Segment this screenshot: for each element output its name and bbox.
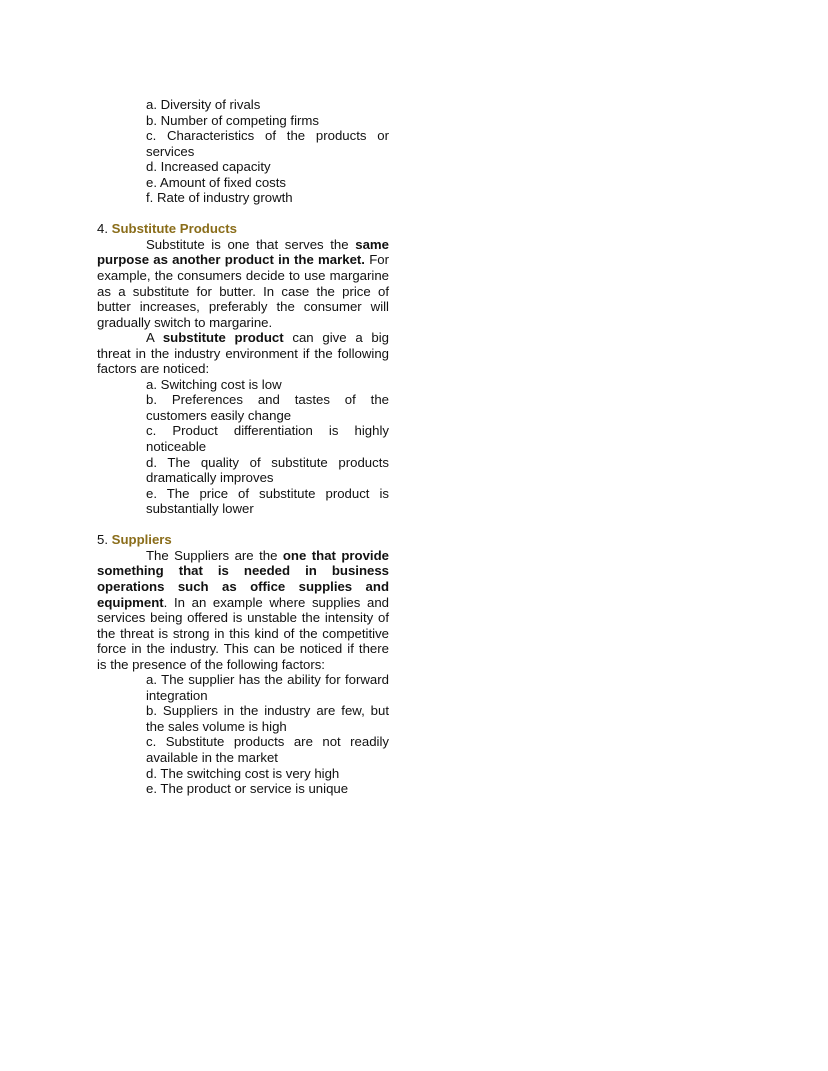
paragraph-bold-text: substitute product bbox=[162, 330, 284, 346]
section-title: Suppliers bbox=[111, 532, 172, 548]
paragraph-bold-text: same purpose as another product in the market. bbox=[97, 236, 389, 268]
paragraph-text: . In an example where supplies and services being offered is unstable the intensity of the threat is strong in this kind of the competitive force in the industry. This can be noticed if there is the presence of the following factors: bbox=[97, 594, 389, 672]
list-item: a. The supplier has the ability for forward integration bbox=[146, 672, 389, 703]
section-title: Substitute Products bbox=[111, 221, 237, 237]
list-item: e. Amount of fixed costs bbox=[146, 174, 287, 190]
section-heading-substitute-products bbox=[97, 221, 389, 237]
list-item: a. Diversity of rivals bbox=[146, 97, 261, 112]
paragraph-text: A bbox=[146, 330, 163, 346]
section-number: 5. bbox=[97, 532, 108, 548]
paragraph-text: Substitute is one that serves the bbox=[146, 236, 356, 252]
list-item: d. The quality of substitute products dramatically improves bbox=[146, 454, 389, 486]
spacer bbox=[97, 206, 389, 222]
list-item: c. Substitute products are not readily available in the market bbox=[146, 734, 389, 765]
list-item: d. Increased capacity bbox=[146, 159, 271, 175]
section-heading-suppliers bbox=[97, 532, 389, 548]
list-item: d. The switching cost is very high bbox=[146, 765, 340, 781]
paragraph-text: For example, the consumers decide to use margarine as a substitute for butter. In case the price of butter increases, preferably the consumer will gradually switch to margarine. bbox=[97, 252, 390, 330]
supplier-factors-list bbox=[97, 672, 389, 796]
list-item: c. Product differentiation is highly noticeable bbox=[146, 423, 389, 455]
paragraph-bold-text: one that provide something that is needed in business operations such as office supplies and equipment bbox=[97, 547, 389, 610]
list-item: c. Characteristics of the products or services bbox=[146, 128, 389, 159]
list-item: f. Rate of industry growth bbox=[146, 190, 293, 206]
list-item: b. Number of competing firms bbox=[146, 112, 319, 128]
suppliers-definition-paragraph bbox=[97, 548, 389, 672]
list-item: b. Suppliers in the industry are few, but the sales volume is high bbox=[146, 703, 389, 734]
substitute-threat-paragraph bbox=[97, 330, 389, 377]
paragraph-text: can give a big threat in the industry environment if the following factors are noticed: bbox=[97, 330, 389, 377]
rivalry-factors-list bbox=[97, 97, 389, 206]
list-item: b. Preferences and tastes of the customers easily change bbox=[146, 392, 389, 423]
list-item: e. The price of substitute product is substantially lower bbox=[146, 485, 389, 517]
substitute-factors-list bbox=[97, 377, 389, 517]
document-page bbox=[97, 97, 389, 797]
list-item: e. The product or service is unique bbox=[146, 781, 349, 797]
list-item: a. Switching cost is low bbox=[146, 376, 282, 392]
substitute-definition-paragraph bbox=[97, 237, 389, 330]
section-number: 4. bbox=[97, 221, 108, 237]
spacer bbox=[97, 517, 389, 533]
paragraph-text: The Suppliers are the bbox=[146, 547, 283, 563]
